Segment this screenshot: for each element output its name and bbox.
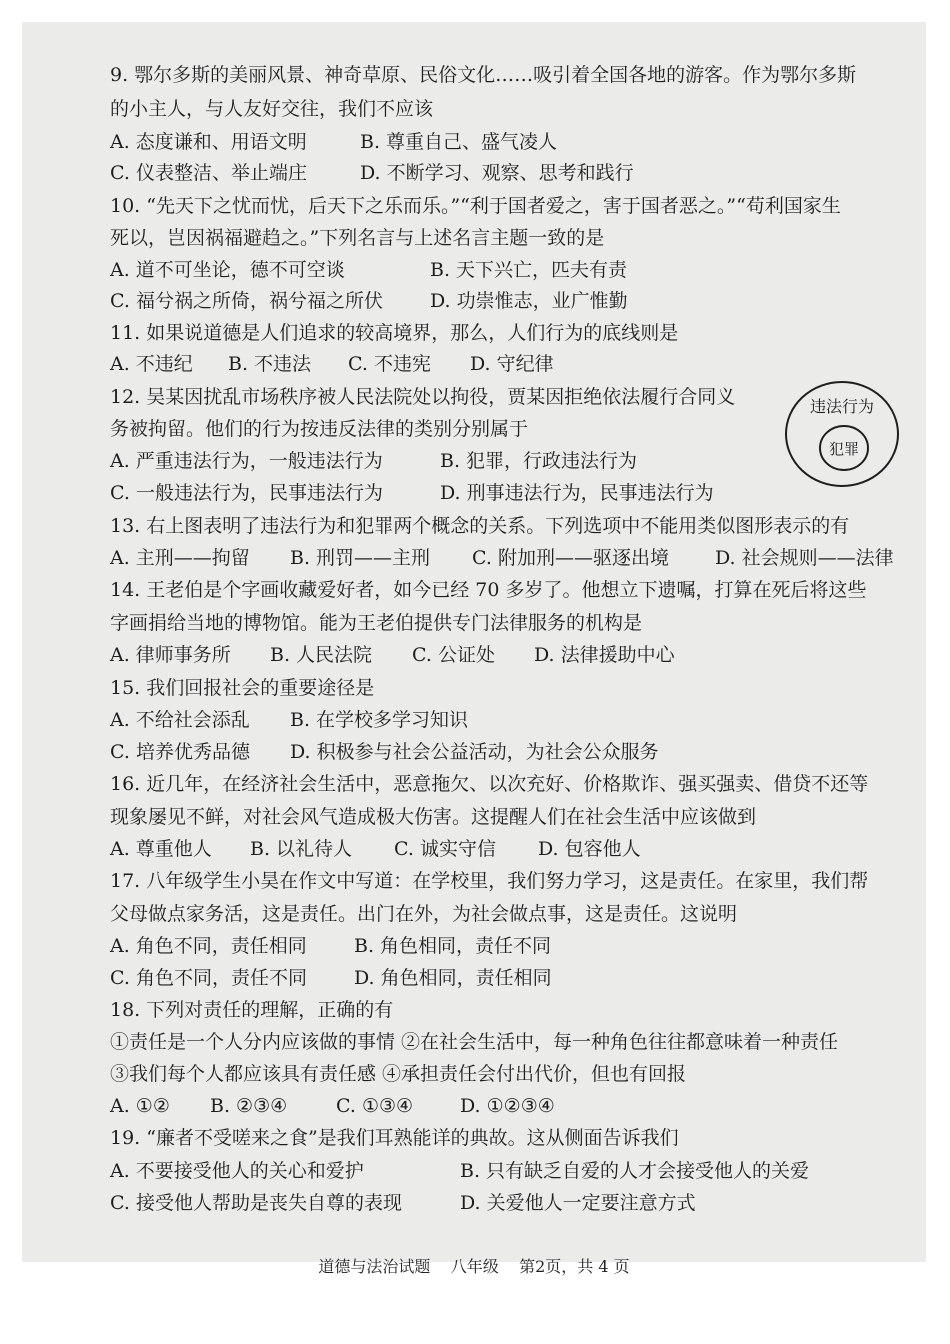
q9-option-c: C. 仪表整洁、举止端庄 <box>110 162 307 184</box>
q12-stem-line2: 务被拘留。他们的行为按违反法律的类别分别属于 <box>110 418 529 440</box>
q16-stem-line2: 现象屡见不鲜，对社会风气造成极大伤害。这提醒人们在社会生活中应该做到 <box>110 806 757 828</box>
q16-option-c: C. 诚实守信 <box>394 838 496 860</box>
q9-option-d: D. 不断学习、观察、思考和践行 <box>360 162 634 184</box>
q18-stem-line3: ③我们每个人都应该具有责任感 ④承担责任会付出代价，但也有回报 <box>110 1063 687 1085</box>
q12-stem-line1: 12. 吴某因扰乱市场秩序被人民法院处以拘役，贾某因拒绝依法履行合同义 <box>110 386 736 408</box>
q17-option-d: D. 角色相同，责任相同 <box>354 967 552 989</box>
q13-option-d: D. 社会规则——法律 <box>715 547 894 569</box>
q10-stem-line2: 死以，岂因祸福避趋之。”下列名言与上述名言主题一致的是 <box>110 227 605 249</box>
q9-option-b: B. 尊重自己、盛气凌人 <box>360 131 558 153</box>
q19-option-c: C. 接受他人帮助是丧失自尊的表现 <box>110 1192 402 1214</box>
q17-option-a: A. 角色不同，责任相同 <box>110 935 307 957</box>
q13-stem-line1: 13. 右上图表明了违法行为和犯罪两个概念的关系。下列选项中不能用类似图形表示的有 <box>110 515 850 537</box>
q18-stem-line2: ①责任是一个人分内应该做的事情 ②在社会生活中，每一种角色往往都意味着一种责任 <box>110 1031 839 1053</box>
q10-option-c: C. 福兮祸之所倚，祸兮福之所伏 <box>110 290 383 312</box>
footer-subject: 道德与法治试题 <box>318 1257 431 1276</box>
inner-label: 犯罪 <box>828 440 860 458</box>
q11-option-a: A. 不违纪 <box>110 353 193 375</box>
q19-stem-line1: 19. “廉者不受嗟来之食”是我们耳熟能详的典故。这从侧面告诉我们 <box>110 1127 679 1149</box>
q10-stem-line1: 10. “先天下之忧而忧，后天下之乐而乐。”“利于国者爱之，害于国者恶之。”“苟利国家生 <box>110 195 841 217</box>
q12-option-d: D. 刑事违法行为，民事违法行为 <box>440 482 714 504</box>
q19-option-d: D. 关爱他人一定要注意方式 <box>460 1192 696 1214</box>
q13-option-c: C. 附加刑——驱逐出境 <box>472 547 669 569</box>
q13-option-b: B. 刑罚——主刑 <box>290 547 431 569</box>
q10-option-b: B. 天下兴亡，匹夫有责 <box>430 259 628 281</box>
q16-option-a: A. 尊重他人 <box>110 838 212 860</box>
q16-stem-line1: 16. 近几年，在经济社会生活中，恶意拖欠、以次充好、价格欺诈、强买强卖、借贷不还等 <box>110 773 869 795</box>
q11-option-b: B. 不违法 <box>228 353 312 375</box>
page-footer <box>22 1254 926 1277</box>
q15-stem-line1: 15. 我们回报社会的重要途径是 <box>110 677 375 699</box>
q12-option-b: B. 犯罪，行政违法行为 <box>440 450 638 472</box>
q15-option-b: B. 在学校多学习知识 <box>290 709 469 731</box>
q18-option-a: A. ①② <box>110 1095 170 1117</box>
q11-stem-line1: 11. 如果说道德是人们追求的较高境界，那么，人们行为的底线则是 <box>110 322 679 344</box>
q18-option-b: B. ②③④ <box>210 1095 288 1117</box>
q19-option-a: A. 不要接受他人的关心和爱护 <box>110 1160 364 1182</box>
q14-stem-line2: 字画捐给当地的博物馆。能为王老伯提供专门法律服务的机构是 <box>110 612 643 634</box>
venn-diagram <box>782 378 904 490</box>
q17-stem-line2: 父母做点家务活，这是责任。出门在外，为社会做点事，这是责任。这说明 <box>110 903 738 925</box>
q17-option-c: C. 角色不同，责任不同 <box>110 967 307 989</box>
exam-page <box>22 22 926 1276</box>
q14-option-a: A. 律师事务所 <box>110 644 231 666</box>
q16-option-d: D. 包容他人 <box>538 838 641 860</box>
footer-grade: 八年级 <box>450 1257 499 1276</box>
q14-option-d: D. 法律援助中心 <box>534 644 675 666</box>
q17-stem-line1: 17. 八年级学生小昊在作文中写道：在学校里，我们努力学习，这是责任。在家里，我们帮 <box>110 870 869 892</box>
q14-option-b: B. 人民法院 <box>270 644 373 666</box>
q9-option-a: A. 态度谦和、用语文明 <box>110 131 307 153</box>
q14-stem-line1: 14. 王老伯是个字画收藏爱好者，如今已经 70 多岁了。他想立下遗嘱，打算在死后将这些 <box>110 579 867 601</box>
q9-stem-line2: 的小主人，与人友好交往，我们不应该 <box>110 98 434 120</box>
q15-option-d: D. 积极参与社会公益活动，为社会公众服务 <box>290 741 659 763</box>
footer-page: 第2页，共 4 页 <box>519 1257 630 1276</box>
outer-label: 违法行为 <box>809 397 875 416</box>
q11-option-d: D. 守纪律 <box>470 353 554 375</box>
q10-option-d: D. 功崇惟志，业广惟勤 <box>430 290 628 312</box>
q19-option-b: B. 只有缺乏自爱的人才会接受他人的关爱 <box>460 1160 810 1182</box>
q18-stem-line1: 18. 下列对责任的理解，正确的有 <box>110 999 394 1021</box>
q14-option-c: C. 公证处 <box>412 644 495 666</box>
q12-option-a: A. 严重违法行为，一般违法行为 <box>110 450 383 472</box>
q9-stem-line1: 9. 鄂尔多斯的美丽风景、神奇草原、民俗文化……吸引着全国各地的游客。作为鄂尔多斯 <box>110 64 857 86</box>
q13-option-a: A. 主刑——拘留 <box>110 547 250 569</box>
q18-option-d: D. ①②③④ <box>460 1095 555 1117</box>
q12-option-c: C. 一般违法行为，民事违法行为 <box>110 482 383 504</box>
q11-option-c: C. 不违宪 <box>348 353 431 375</box>
q10-option-a: A. 道不可坐论，德不可空谈 <box>110 259 345 281</box>
q18-option-c: C. ①③④ <box>336 1095 414 1117</box>
q15-option-c: C. 培养优秀品德 <box>110 741 250 763</box>
q16-option-b: B. 以礼待人 <box>250 838 353 860</box>
q15-option-a: A. 不给社会添乱 <box>110 709 250 731</box>
q17-option-b: B. 角色相同，责任不同 <box>354 935 552 957</box>
